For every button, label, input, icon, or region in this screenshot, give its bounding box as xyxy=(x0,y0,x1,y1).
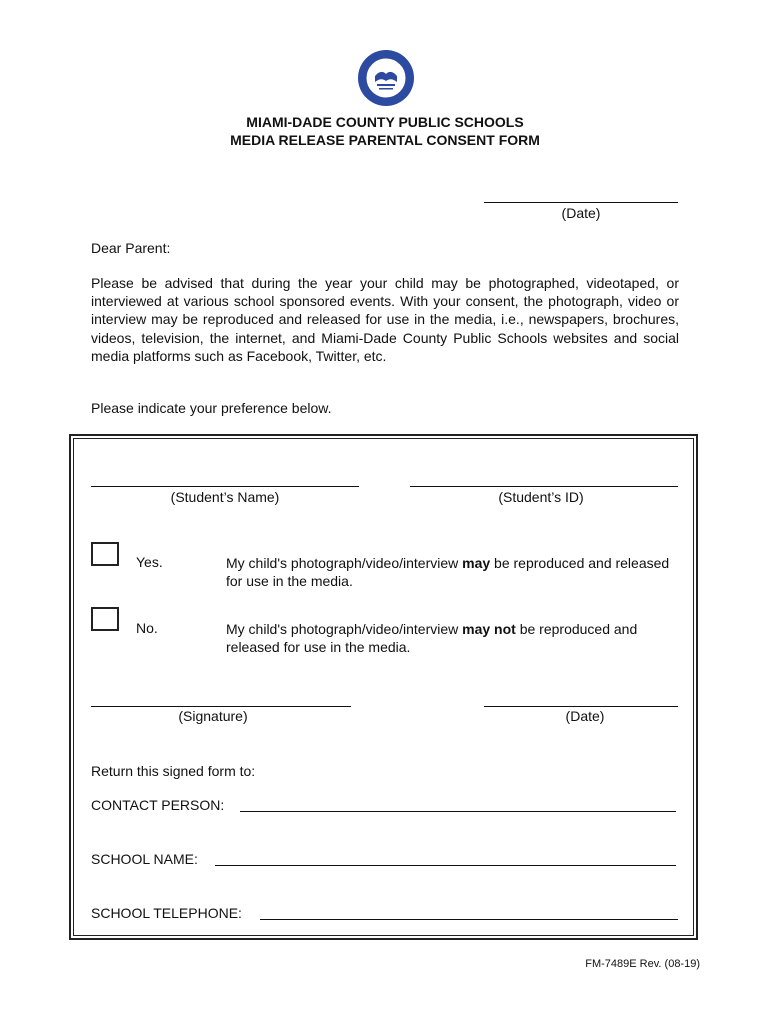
yes-description xyxy=(226,554,686,590)
top-date-caption: (Date) xyxy=(561,205,601,221)
form-code: FM-7489E Rev. (08-19) xyxy=(585,958,700,970)
student-name-line[interactable] xyxy=(91,486,359,487)
contact-person-line[interactable] xyxy=(240,811,676,812)
school-name-line[interactable] xyxy=(215,865,676,866)
no-desc-pre: My child's photograph/video/interview xyxy=(226,621,463,637)
form-title: MEDIA RELEASE PARENTAL CONSENT FORM xyxy=(230,132,540,148)
school-telephone-label: SCHOOL TELEPHONE: xyxy=(91,905,242,921)
instruction-text: Please indicate your preference below. xyxy=(91,400,332,416)
school-telephone-line[interactable] xyxy=(260,919,678,920)
signature-line[interactable] xyxy=(91,706,351,707)
district-title: MIAMI-DADE COUNTY PUBLIC SCHOOLS xyxy=(246,114,524,130)
contact-person-label: CONTACT PERSON: xyxy=(91,797,225,813)
school-seal-logo xyxy=(357,49,415,107)
yes-label: Yes. xyxy=(136,554,163,570)
no-desc-post: be reproduced and released for use in the media. xyxy=(226,621,638,655)
yes-checkbox[interactable] xyxy=(91,542,119,566)
sign-date-caption: (Date) xyxy=(565,708,605,724)
top-date-line xyxy=(484,202,678,203)
yes-desc-bold: may xyxy=(462,555,491,571)
school-name-label: SCHOOL NAME: xyxy=(91,851,198,867)
yes-desc-pre: My child's photograph/video/interview xyxy=(226,555,463,571)
greeting: Dear Parent: xyxy=(91,240,171,256)
yes-desc-post: be reproduced and released for use in the media. xyxy=(226,555,670,589)
body-paragraph: Please be advised that during the year your child may be photographed, videotaped, or interviewed at various school sponsored events. With your consent, the photograph, video or interview may be reproduced and released for use in the media, i.e., newspapers, brochures, videos, television, the internet, and Miami-Dade County Public Schools websites and social media platforms such as Facebook, Twitter, etc. xyxy=(91,275,679,364)
no-checkbox[interactable] xyxy=(91,607,119,631)
sign-date-line[interactable] xyxy=(484,706,678,707)
signature-caption: (Signature) xyxy=(178,708,248,724)
student-name-caption: (Student’s Name) xyxy=(170,489,280,505)
no-desc-bold: may not xyxy=(462,621,516,637)
student-id-caption: (Student’s ID) xyxy=(498,489,584,505)
no-description xyxy=(226,620,686,656)
no-label: No. xyxy=(136,620,158,636)
student-id-line[interactable] xyxy=(410,486,678,487)
return-text: Return this signed form to: xyxy=(91,763,256,779)
